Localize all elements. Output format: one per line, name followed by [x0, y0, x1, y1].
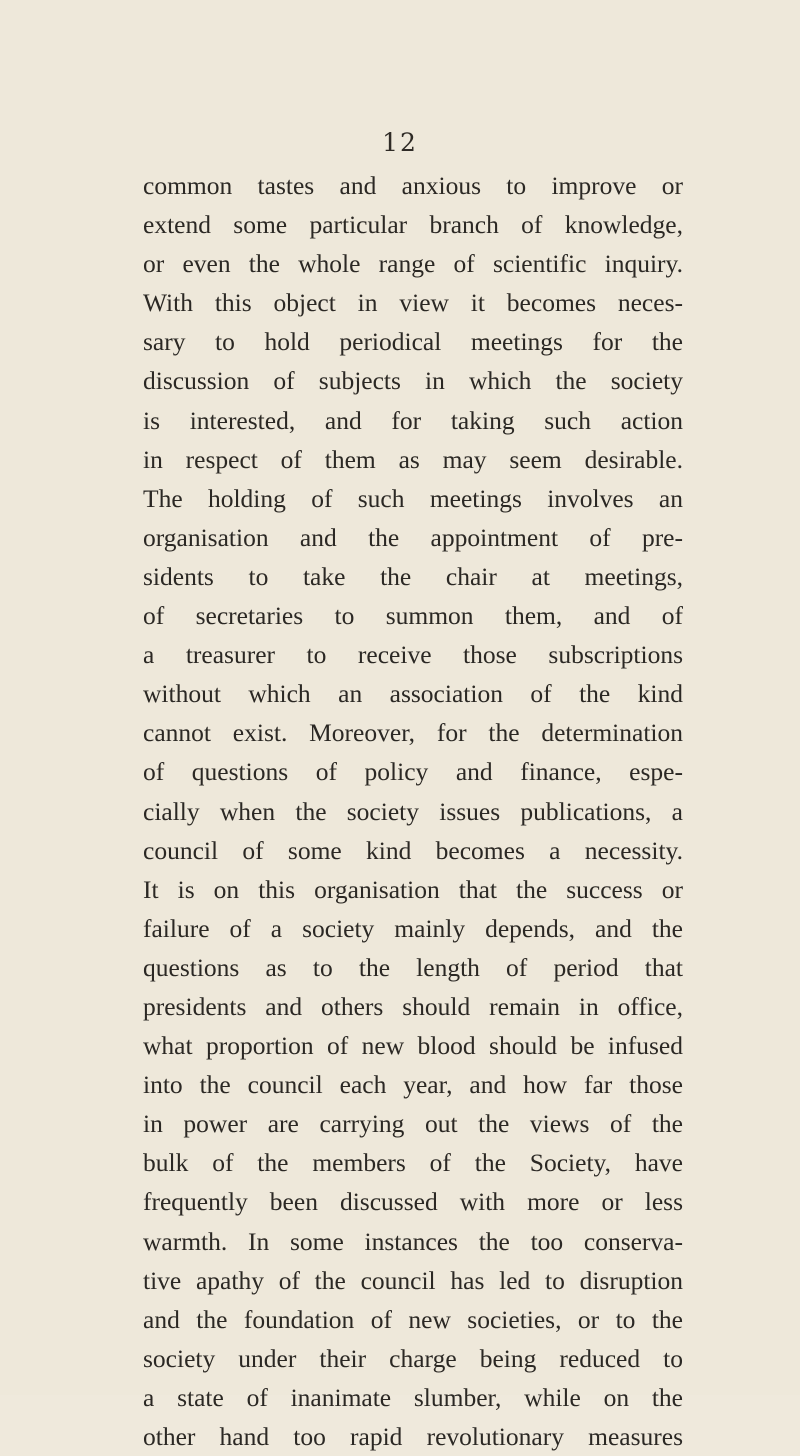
- text-line: and the foundation of new societies, or to the: [143, 1304, 683, 1334]
- text-line: without which an association of the kind: [143, 679, 683, 709]
- text-line: frequently been discussed with more or less: [143, 1187, 683, 1217]
- text-line: a treasurer to receive those subscriptions: [143, 640, 683, 670]
- text-line: sary to hold periodical meetings for the: [143, 327, 683, 357]
- text-line: cially when the society issues publications, a: [143, 796, 683, 826]
- text-line: warmth. In some instances the too conserva-: [143, 1226, 683, 1256]
- text-line: of questions of policy and finance, espe-: [143, 757, 683, 787]
- text-line: common tastes and anxious to improve or: [143, 171, 683, 200]
- body-text: [143, 166, 683, 1456]
- text-line: other hand too rapid revolutionary measures: [143, 1422, 683, 1451]
- text-line: what proportion of new blood should be infused: [143, 1031, 683, 1061]
- text-line: questions as to the length of period that: [143, 952, 683, 982]
- text-line: or even the whole range of scientific inquiry.: [143, 249, 683, 279]
- text-line: It is on this organisation that the success or: [143, 874, 683, 904]
- text-line: is interested, and for taking such action: [143, 405, 683, 435]
- text-line: into the council each year, and how far those: [143, 1070, 683, 1100]
- text-line: discussion of subjects in which the society: [143, 366, 683, 396]
- text-line: presidents and others should remain in office,: [143, 991, 683, 1021]
- text-line: of secretaries to summon them, and of: [143, 601, 683, 631]
- text-line: society under their charge being reduced to: [143, 1343, 683, 1373]
- text-line: council of some kind becomes a necessity.: [143, 835, 683, 865]
- text-line: a state of inanimate slumber, while on the: [143, 1382, 683, 1412]
- text-line: extend some particular branch of knowledge,: [143, 210, 683, 240]
- text-line: failure of a society mainly depends, and the: [143, 913, 683, 943]
- text-line: in power are carrying out the views of the: [143, 1109, 683, 1139]
- text-line: in respect of them as may seem desirable.: [143, 444, 683, 474]
- page-number: 12: [382, 128, 418, 157]
- text-line: organisation and the appointment of pre-: [143, 522, 683, 552]
- text-line: sidents to take the chair at meetings,: [143, 561, 683, 591]
- text-line: The holding of such meetings involves an: [143, 483, 683, 513]
- text-line: With this object in view it becomes neces-: [143, 288, 683, 318]
- text-line: tive apathy of the council has led to disruption: [143, 1265, 683, 1295]
- text-line: bulk of the members of the Society, have: [143, 1148, 683, 1178]
- text-line: cannot exist. Moreover, for the determination: [143, 718, 683, 748]
